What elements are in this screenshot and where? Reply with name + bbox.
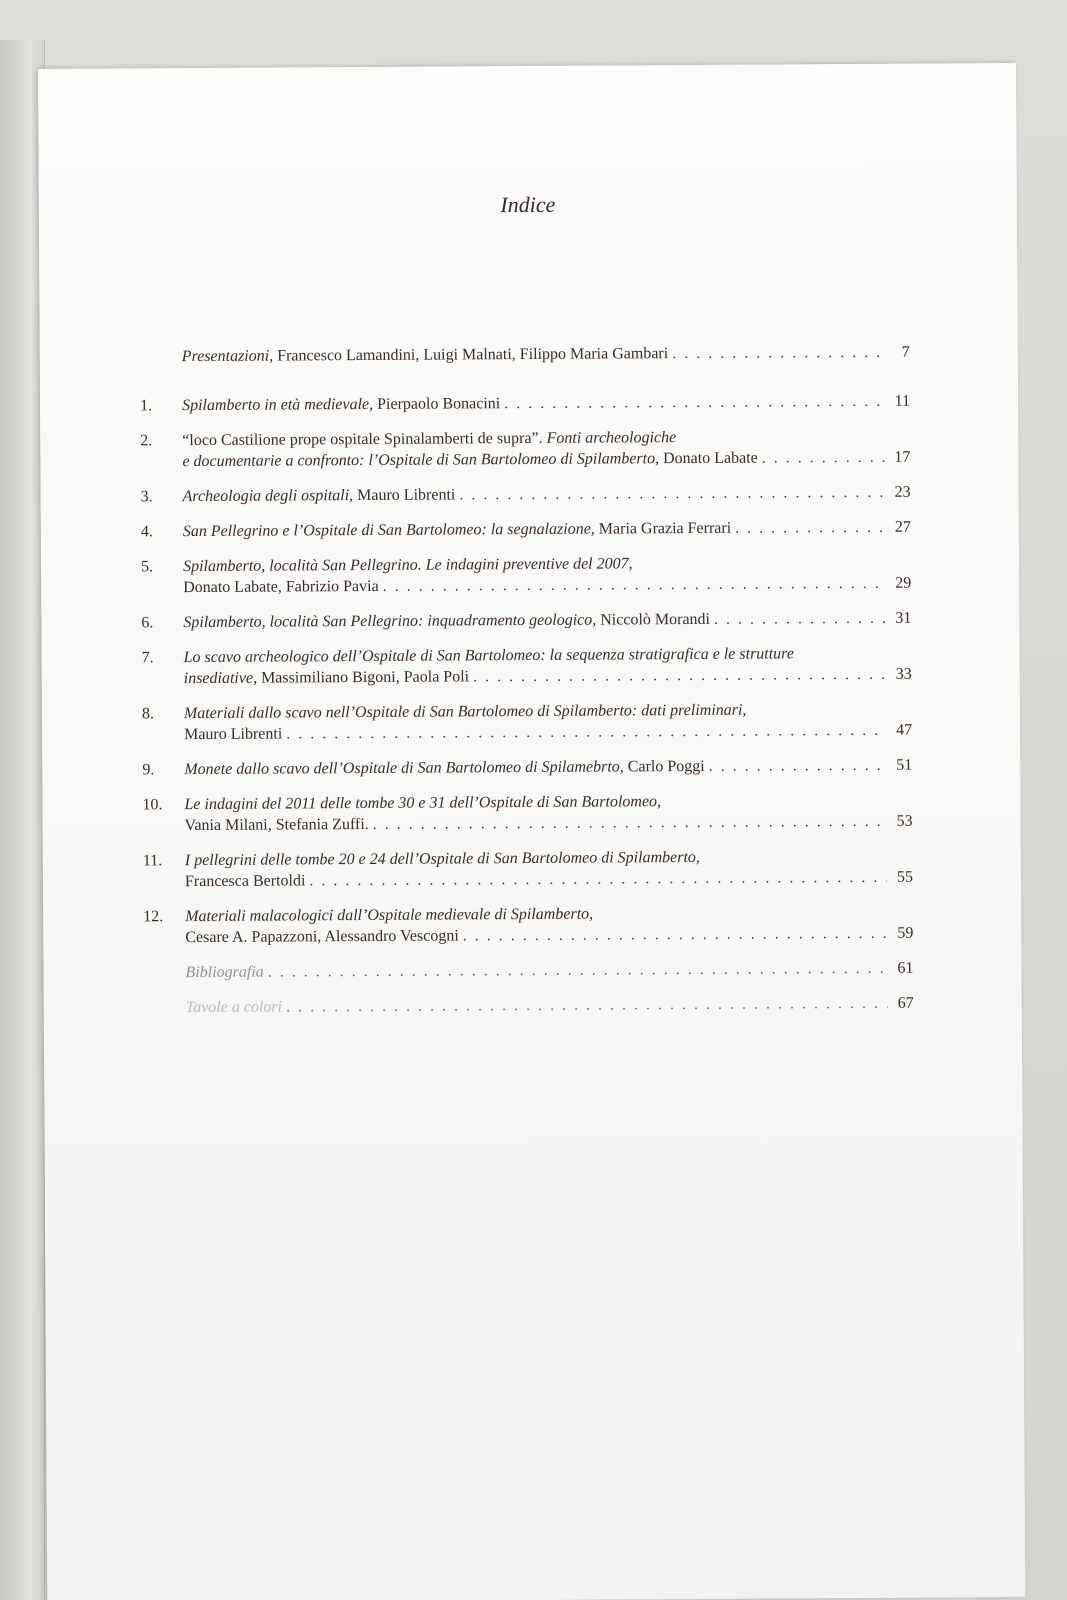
entry-number: 2. <box>140 432 153 450</box>
entry-authors: Cesare A. Papazzoni, Alessandro Vescogni <box>185 927 459 947</box>
entry-number: 9. <box>142 761 155 779</box>
toc-entry-7 <box>142 643 912 690</box>
entry-authors: Niccolò Morandi <box>600 610 711 629</box>
dot-leader <box>286 720 886 745</box>
entry-title: Spilamberto, località San Pellegrino. Le indagini preventive del 2007, <box>182 555 633 576</box>
dot-leader <box>383 573 886 597</box>
entry-number: 1. <box>140 397 153 415</box>
entry-title-cont: insediative, <box>183 669 258 688</box>
entry-title: Presentazioni, <box>181 347 274 366</box>
toc-entry-9 <box>142 755 912 781</box>
dot-leader <box>672 342 884 364</box>
entry-page: 7 <box>901 343 910 361</box>
dot-leader <box>268 958 888 983</box>
entry-number: 7. <box>141 649 154 667</box>
entry-title: Le indagini del 2011 delle tombe 30 e 31 dell’Ospitale di San Bartolomeo, <box>184 793 662 814</box>
dot-leader <box>463 923 888 947</box>
entry-page: 27 <box>894 518 911 536</box>
entry-number: 6. <box>141 614 154 632</box>
dot-leader <box>473 664 886 688</box>
entry-number: 10. <box>142 796 163 814</box>
toc-entry-11 <box>143 846 913 893</box>
toc-entry-1 <box>140 391 910 417</box>
entry-page: 33 <box>895 665 912 683</box>
toc-entry-8 <box>142 699 912 746</box>
toc-entry-tavole <box>144 993 914 1019</box>
toc-entry-3 <box>141 482 911 508</box>
entry-title-plain: “loco Castilione prope ospitale Spinalamberti de supra”. <box>182 429 543 450</box>
entry-page: 67 <box>897 994 914 1012</box>
entry-authors: Maria Grazia Ferrari <box>598 519 732 538</box>
entry-title: I pellegrini delle tombe 20 e 24 dell’Ospitale di San Bartolomeo di Spilamberto, <box>184 848 700 870</box>
entry-authors: Carlo Poggi <box>627 757 705 776</box>
entry-title: Bibliografia <box>185 963 264 982</box>
entry-page: 59 <box>897 924 914 942</box>
entry-authors: Donato Labate <box>663 449 758 468</box>
dot-leader <box>286 993 888 1018</box>
entry-page: 55 <box>896 868 914 886</box>
dot-leader <box>709 755 887 777</box>
entry-title-cont: e documentarie a confronto: l’Ospitale di San Bartolomeo di Spilamberto, <box>182 450 660 471</box>
entry-title: Monete dallo scavo dell’Ospitale di San Bartolomeo di Spilamebrto, <box>184 758 624 779</box>
entry-title: Lo scavo archeologico dell’Ospitale di San Bartolomeo: la sequenza stratigrafica e le strutture <box>183 645 794 667</box>
toc-entry-4 <box>141 517 911 543</box>
toc-entry-6 <box>141 608 911 634</box>
entry-title: Archeologia degli ospitali, <box>182 487 354 506</box>
toc-entry-10 <box>142 790 912 837</box>
entry-authors: Massimiliano Bigoni, Paola Poli <box>260 668 470 687</box>
entry-page: 29 <box>895 574 912 592</box>
entry-page: 31 <box>895 609 912 627</box>
entry-page: 51 <box>896 756 913 774</box>
entry-authors: Donato Labate, Fabrizio Pavia <box>183 577 379 597</box>
entry-page: 23 <box>894 483 911 501</box>
entry-title: Spilamberto, località San Pellegrino: inquadramento geologico, <box>183 611 597 632</box>
dot-leader <box>459 482 884 506</box>
entry-number: 11. <box>142 852 163 870</box>
entry-page: 47 <box>896 721 913 739</box>
table-of-contents <box>140 342 914 1019</box>
toc-entry-bibliografia <box>143 958 913 984</box>
dot-leader <box>504 391 884 414</box>
dot-leader <box>373 811 887 835</box>
dot-leader <box>762 447 885 469</box>
entry-title: San Pellegrino e l’Ospitale di San Bartolomeo: la segnalazione, <box>182 520 595 541</box>
entry-number: 3. <box>140 488 153 506</box>
entry-number: 8. <box>141 705 155 723</box>
entry-page: 53 <box>896 812 913 830</box>
entry-authors: Pierpaolo Bonacini <box>377 395 501 413</box>
dot-leader <box>309 867 887 892</box>
page-title: Indice <box>500 191 556 218</box>
entry-authors: Francesco Lamandini, Luigi Malnati, Filippo Maria Gambari <box>277 345 669 365</box>
underlying-page-edge <box>0 40 45 1600</box>
dot-leader <box>735 517 885 539</box>
toc-entry-presentazioni <box>140 342 910 368</box>
entry-number: 5. <box>141 558 154 576</box>
entry-number: 12. <box>143 908 164 926</box>
toc-entry-12 <box>143 902 913 949</box>
entry-page: 17 <box>894 448 911 466</box>
toc-entry-2 <box>140 426 910 473</box>
entry-authors: Francesca Bertoldi <box>184 872 306 891</box>
dot-leader <box>714 608 886 630</box>
book-page <box>38 63 1025 1600</box>
entry-page: 61 <box>897 959 914 977</box>
entry-authors: Vania Milani, Stefania Zuffi. <box>184 815 369 835</box>
entry-page: 11 <box>894 392 911 410</box>
entry-title: Spilamberto in età medievale, <box>182 395 374 415</box>
entry-title: Materiali malacologici dall’Ospitale medievale di Spilamberto, <box>185 905 594 926</box>
entry-authors: Mauro Librenti <box>357 486 456 505</box>
entry-title: Tavole a colori <box>185 998 283 1017</box>
entry-title: Materiali dallo scavo nell’Ospitale di San Bartolomeo di Spilamberto: dati preliminari, <box>183 701 747 723</box>
entry-authors: Mauro Librenti <box>184 725 283 744</box>
toc-entry-5 <box>141 552 911 599</box>
entry-number: 4. <box>140 523 153 541</box>
entry-title: Fonti archeologiche <box>546 429 677 447</box>
